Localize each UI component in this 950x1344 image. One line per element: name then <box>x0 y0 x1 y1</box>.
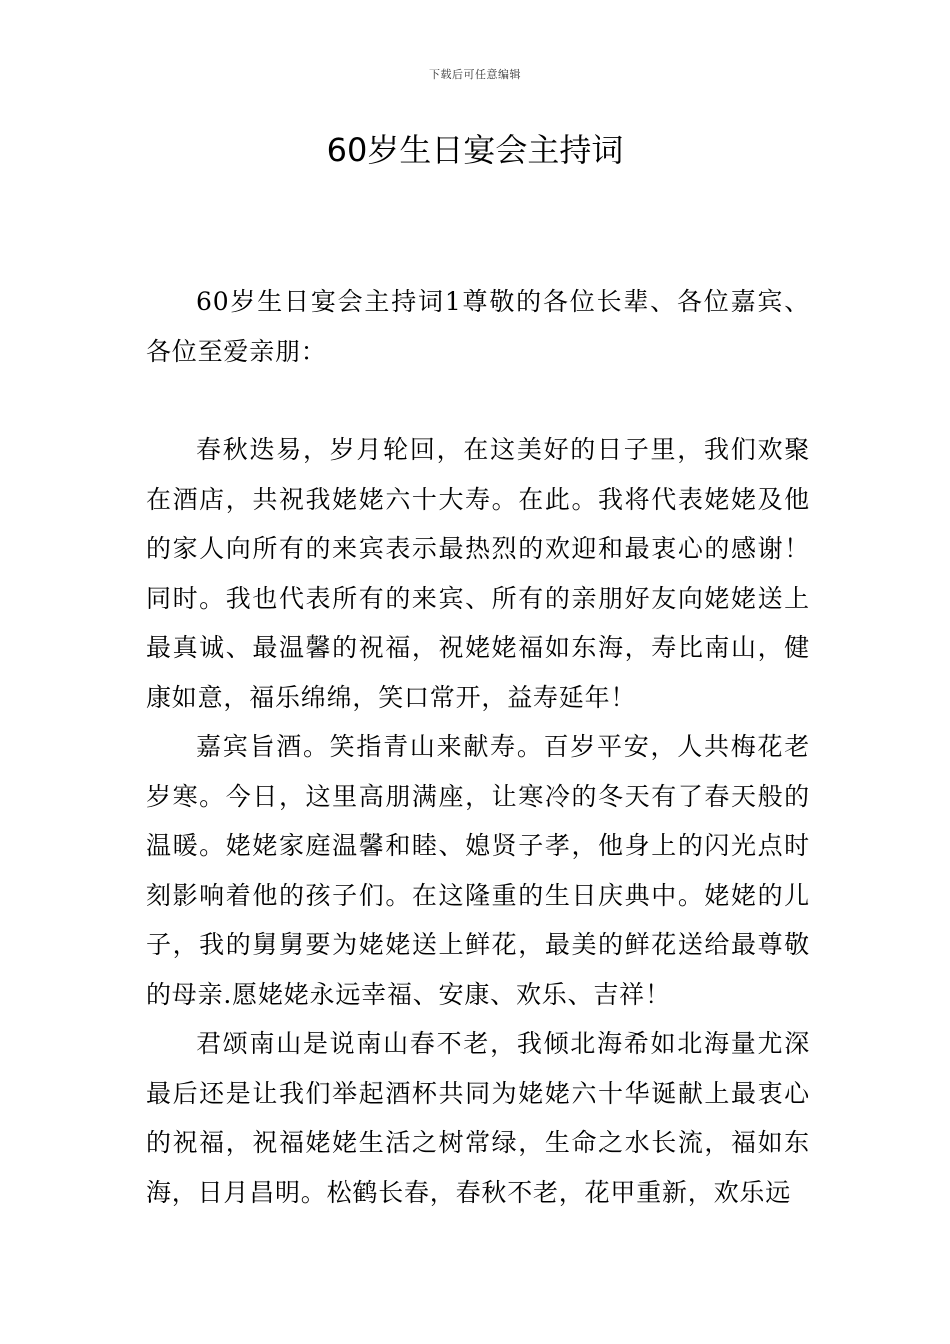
document-body <box>146 277 810 1217</box>
header-note: 下载后可任意编辑 <box>429 68 521 81</box>
paragraph-opening: 春秋迭易，岁月轮回，在这美好的日子里，我们欢聚在酒店，共祝我姥姥六十大寿。在此。我将代表姥姥及他的家人向所有的来宾表示最热烈的欢迎和最衷心的感谢！同时。我也代表所有的来宾、所有的亲朋好友向姥姥送上最真诚、最温馨的祝福，祝姥姥福如东海，寿比南山，健康如意，福乐绵绵，笑口常开，益寿延年！ <box>146 435 810 712</box>
paragraph-greeting: 60岁生日宴会主持词1尊敬的各位长辈、各位嘉宾、各位至爱亲朋： <box>146 287 810 366</box>
page-title: 60岁生日宴会主持词 <box>326 131 624 169</box>
paragraph-toast: 嘉宾旨酒。笑指青山来献寿。百岁平安，人共梅花老岁寒。今日，这里高朋满座，让寒冷的冬天有了春天般的温暖。姥姥家庭温馨和睦、媳贤子孝，他身上的闪光点时刻影响着他的孩子们。在这隆重的生日庆典中。姥姥的儿子，我的舅舅要为姥姥送上鲜花，最美的鲜花送给最尊敬的母亲.愿姥姥永远幸福、安康、欢乐、吉祥！ <box>146 732 810 1009</box>
paragraph-blessing: 君颂南山是说南山春不老，我倾北海希如北海量尤深最后还是让我们举起酒杯共同为姥姥六十华诞献上最衷心的祝福，祝福姥姥生活之树常绿，生命之水长流，福如东海，日月昌明。松鹤长春，春秋不老，花甲重新，欢乐远 <box>146 1029 810 1207</box>
